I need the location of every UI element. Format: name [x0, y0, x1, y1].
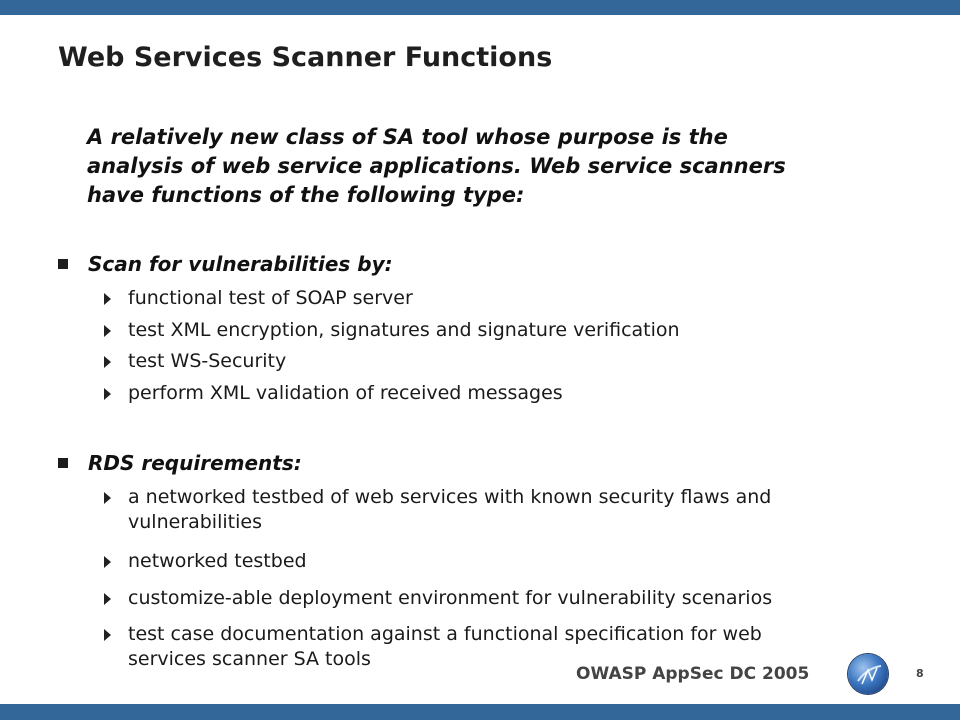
section-heading-label: Scan for vulnerabilities by:: [88, 252, 393, 276]
arrow-bullet-icon: [104, 356, 111, 368]
list-item-text-continued: services scanner SA tools: [128, 648, 371, 670]
list-item-text: functional test of SOAP server: [128, 287, 413, 309]
list-item-text: perform XML validation of received messages: [128, 382, 563, 404]
globe-swirl-icon: [848, 654, 888, 694]
list-item: [104, 485, 771, 535]
top-bar: [0, 0, 960, 15]
list-item-text-continued: vulnerabilities: [128, 511, 262, 533]
list-item: [104, 381, 563, 406]
list-item-text: a networked testbed of web services with known security flaws and: [128, 486, 772, 508]
arrow-bullet-icon: [104, 293, 111, 305]
section-heading-rds: [58, 451, 302, 475]
list-item-text: test case documentation against a functional specification for web: [128, 623, 762, 645]
list-item-text: test WS-Security: [128, 350, 287, 372]
square-bullet-icon: [58, 458, 68, 468]
arrow-bullet-icon: [104, 629, 111, 641]
list-item-text: networked testbed: [128, 550, 307, 572]
footer-conference: OWASP AppSec DC 2005: [576, 664, 810, 684]
slide-title: Web Services Scanner Functions: [58, 42, 553, 73]
owasp-globe-logo-icon: [848, 654, 888, 694]
list-item-text: test XML encryption, signatures and signature verification: [128, 319, 680, 341]
list-item: [104, 349, 286, 374]
section-heading-scan: [58, 252, 393, 276]
list-item: [104, 286, 413, 311]
arrow-bullet-icon: [104, 556, 111, 568]
intro-line: analysis of web service applications. Web service scanners: [87, 154, 786, 178]
arrow-bullet-icon: [104, 593, 111, 605]
list-item: [104, 549, 307, 574]
arrow-bullet-icon: [104, 388, 111, 400]
arrow-bullet-icon: [104, 492, 111, 504]
bottom-bar: [0, 704, 960, 720]
intro-line: A relatively new class of SA tool whose purpose is the: [87, 125, 728, 149]
list-item: [104, 318, 680, 343]
section-heading-label: RDS requirements:: [88, 451, 302, 475]
square-bullet-icon: [58, 259, 68, 269]
page-number: 8: [916, 667, 924, 680]
arrow-bullet-icon: [104, 325, 111, 337]
list-item-text: customize-able deployment environment for vulnerability scenarios: [128, 587, 773, 609]
intro-line: have functions of the following type:: [87, 183, 525, 207]
list-item: [104, 586, 772, 611]
intro-paragraph: [87, 123, 887, 210]
